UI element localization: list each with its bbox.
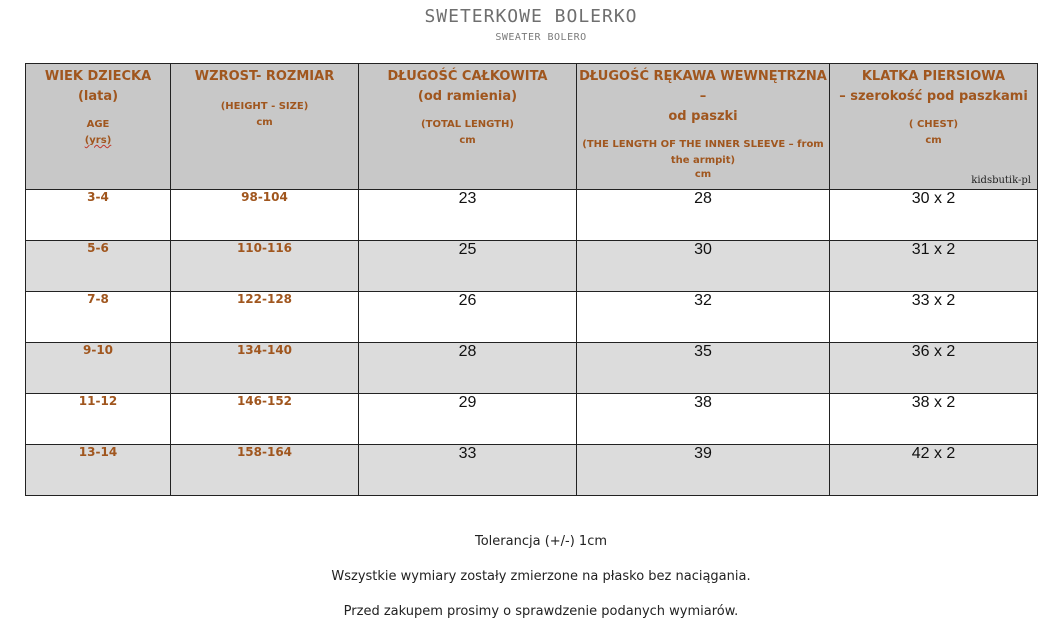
total-length-cell: 23 <box>359 190 577 241</box>
chest-cell: 33 x 2 <box>830 292 1038 343</box>
note-check-measurements: Przed zakupem prosimy o sprawdzenie podanych wymiarów. <box>343 604 739 619</box>
header-height-unit: cm <box>256 117 273 128</box>
header-total-length <box>359 64 577 190</box>
header-age-title: WIEK DZIECKA <box>44 69 152 84</box>
header-total-length-detail: (od ramienia) <box>417 89 518 104</box>
sleeve-cell: 39 <box>577 445 830 496</box>
total-length-cell: 33 <box>359 445 577 496</box>
chest-cell: 38 x 2 <box>830 394 1038 445</box>
total-length-cell: 28 <box>359 343 577 394</box>
height-cell: 158-164 <box>171 445 359 496</box>
age-cell: 9-10 <box>26 343 171 394</box>
header-chest-en: ( CHEST) <box>908 119 959 130</box>
table-row <box>26 241 1038 292</box>
header-sleeve-en-2: the armpit) <box>670 155 736 166</box>
table-row <box>26 445 1038 496</box>
height-cell: 122-128 <box>171 292 359 343</box>
header-height-title: WZROST- ROZMIAR <box>194 69 335 84</box>
table-header-row <box>26 64 1038 190</box>
age-cell: 5-6 <box>26 241 171 292</box>
header-age <box>26 64 171 190</box>
header-chest-title: KLATKA PIERSIOWA <box>861 69 1006 84</box>
table-row <box>26 394 1038 445</box>
table-row <box>26 190 1038 241</box>
page-subtitle: SWEATER BOLERO <box>495 32 587 43</box>
header-age-en-unit: (yrs) <box>84 135 112 146</box>
chest-cell: 36 x 2 <box>830 343 1038 394</box>
total-length-cell: 26 <box>359 292 577 343</box>
note-flat-measurement: Wszystkie wymiary zostały zmierzone na płasko bez naciągania. <box>331 569 751 584</box>
chest-cell: 31 x 2 <box>830 241 1038 292</box>
height-cell: 98-104 <box>171 190 359 241</box>
header-height <box>171 64 359 190</box>
sleeve-cell: 35 <box>577 343 830 394</box>
header-total-length-unit: cm <box>459 135 476 146</box>
age-cell: 3-4 <box>26 190 171 241</box>
total-length-cell: 25 <box>359 241 577 292</box>
height-cell: 146-152 <box>171 394 359 445</box>
note-tolerance: Tolerancja (+/-) 1cm <box>474 534 608 549</box>
header-sleeve-title: DŁUGOŚĆ RĘKAWA WEWNĘTRZNA <box>579 69 827 84</box>
chest-cell: 42 x 2 <box>830 445 1038 496</box>
sleeve-cell: 30 <box>577 241 830 292</box>
watermark: kidsbutik-pl <box>971 175 1031 186</box>
header-total-length-title: DŁUGOŚĆ CAŁKOWITA <box>387 69 548 84</box>
header-sleeve <box>577 64 830 190</box>
header-age-en: AGE <box>86 119 110 130</box>
header-sleeve-detail: od paszki <box>668 109 738 124</box>
age-cell: 7-8 <box>26 292 171 343</box>
page-title: SWETERKOWE BOLERKO <box>424 6 638 27</box>
header-total-length-en: (TOTAL LENGTH) <box>421 119 514 130</box>
header-sleeve-en: (THE LENGTH OF THE INNER SLEEVE – from <box>582 139 824 150</box>
height-cell: 110-116 <box>171 241 359 292</box>
header-sleeve-dash: – <box>699 89 707 104</box>
size-table <box>25 63 1038 496</box>
chest-cell: 30 x 2 <box>830 190 1038 241</box>
header-age-unit: (lata) <box>77 89 119 104</box>
height-cell: 134-140 <box>171 343 359 394</box>
sleeve-cell: 38 <box>577 394 830 445</box>
age-cell: 13-14 <box>26 445 171 496</box>
table-row <box>26 292 1038 343</box>
header-chest-detail: – szerokość pod paszkami <box>839 89 1028 104</box>
sleeve-cell: 32 <box>577 292 830 343</box>
table-row <box>26 343 1038 394</box>
header-chest-unit: cm <box>925 135 942 146</box>
header-height-en: (HEIGHT - SIZE) <box>220 101 309 112</box>
sleeve-cell: 28 <box>577 190 830 241</box>
age-cell: 11-12 <box>26 394 171 445</box>
header-chest <box>830 64 1038 190</box>
header-sleeve-unit: cm <box>694 169 712 180</box>
total-length-cell: 29 <box>359 394 577 445</box>
